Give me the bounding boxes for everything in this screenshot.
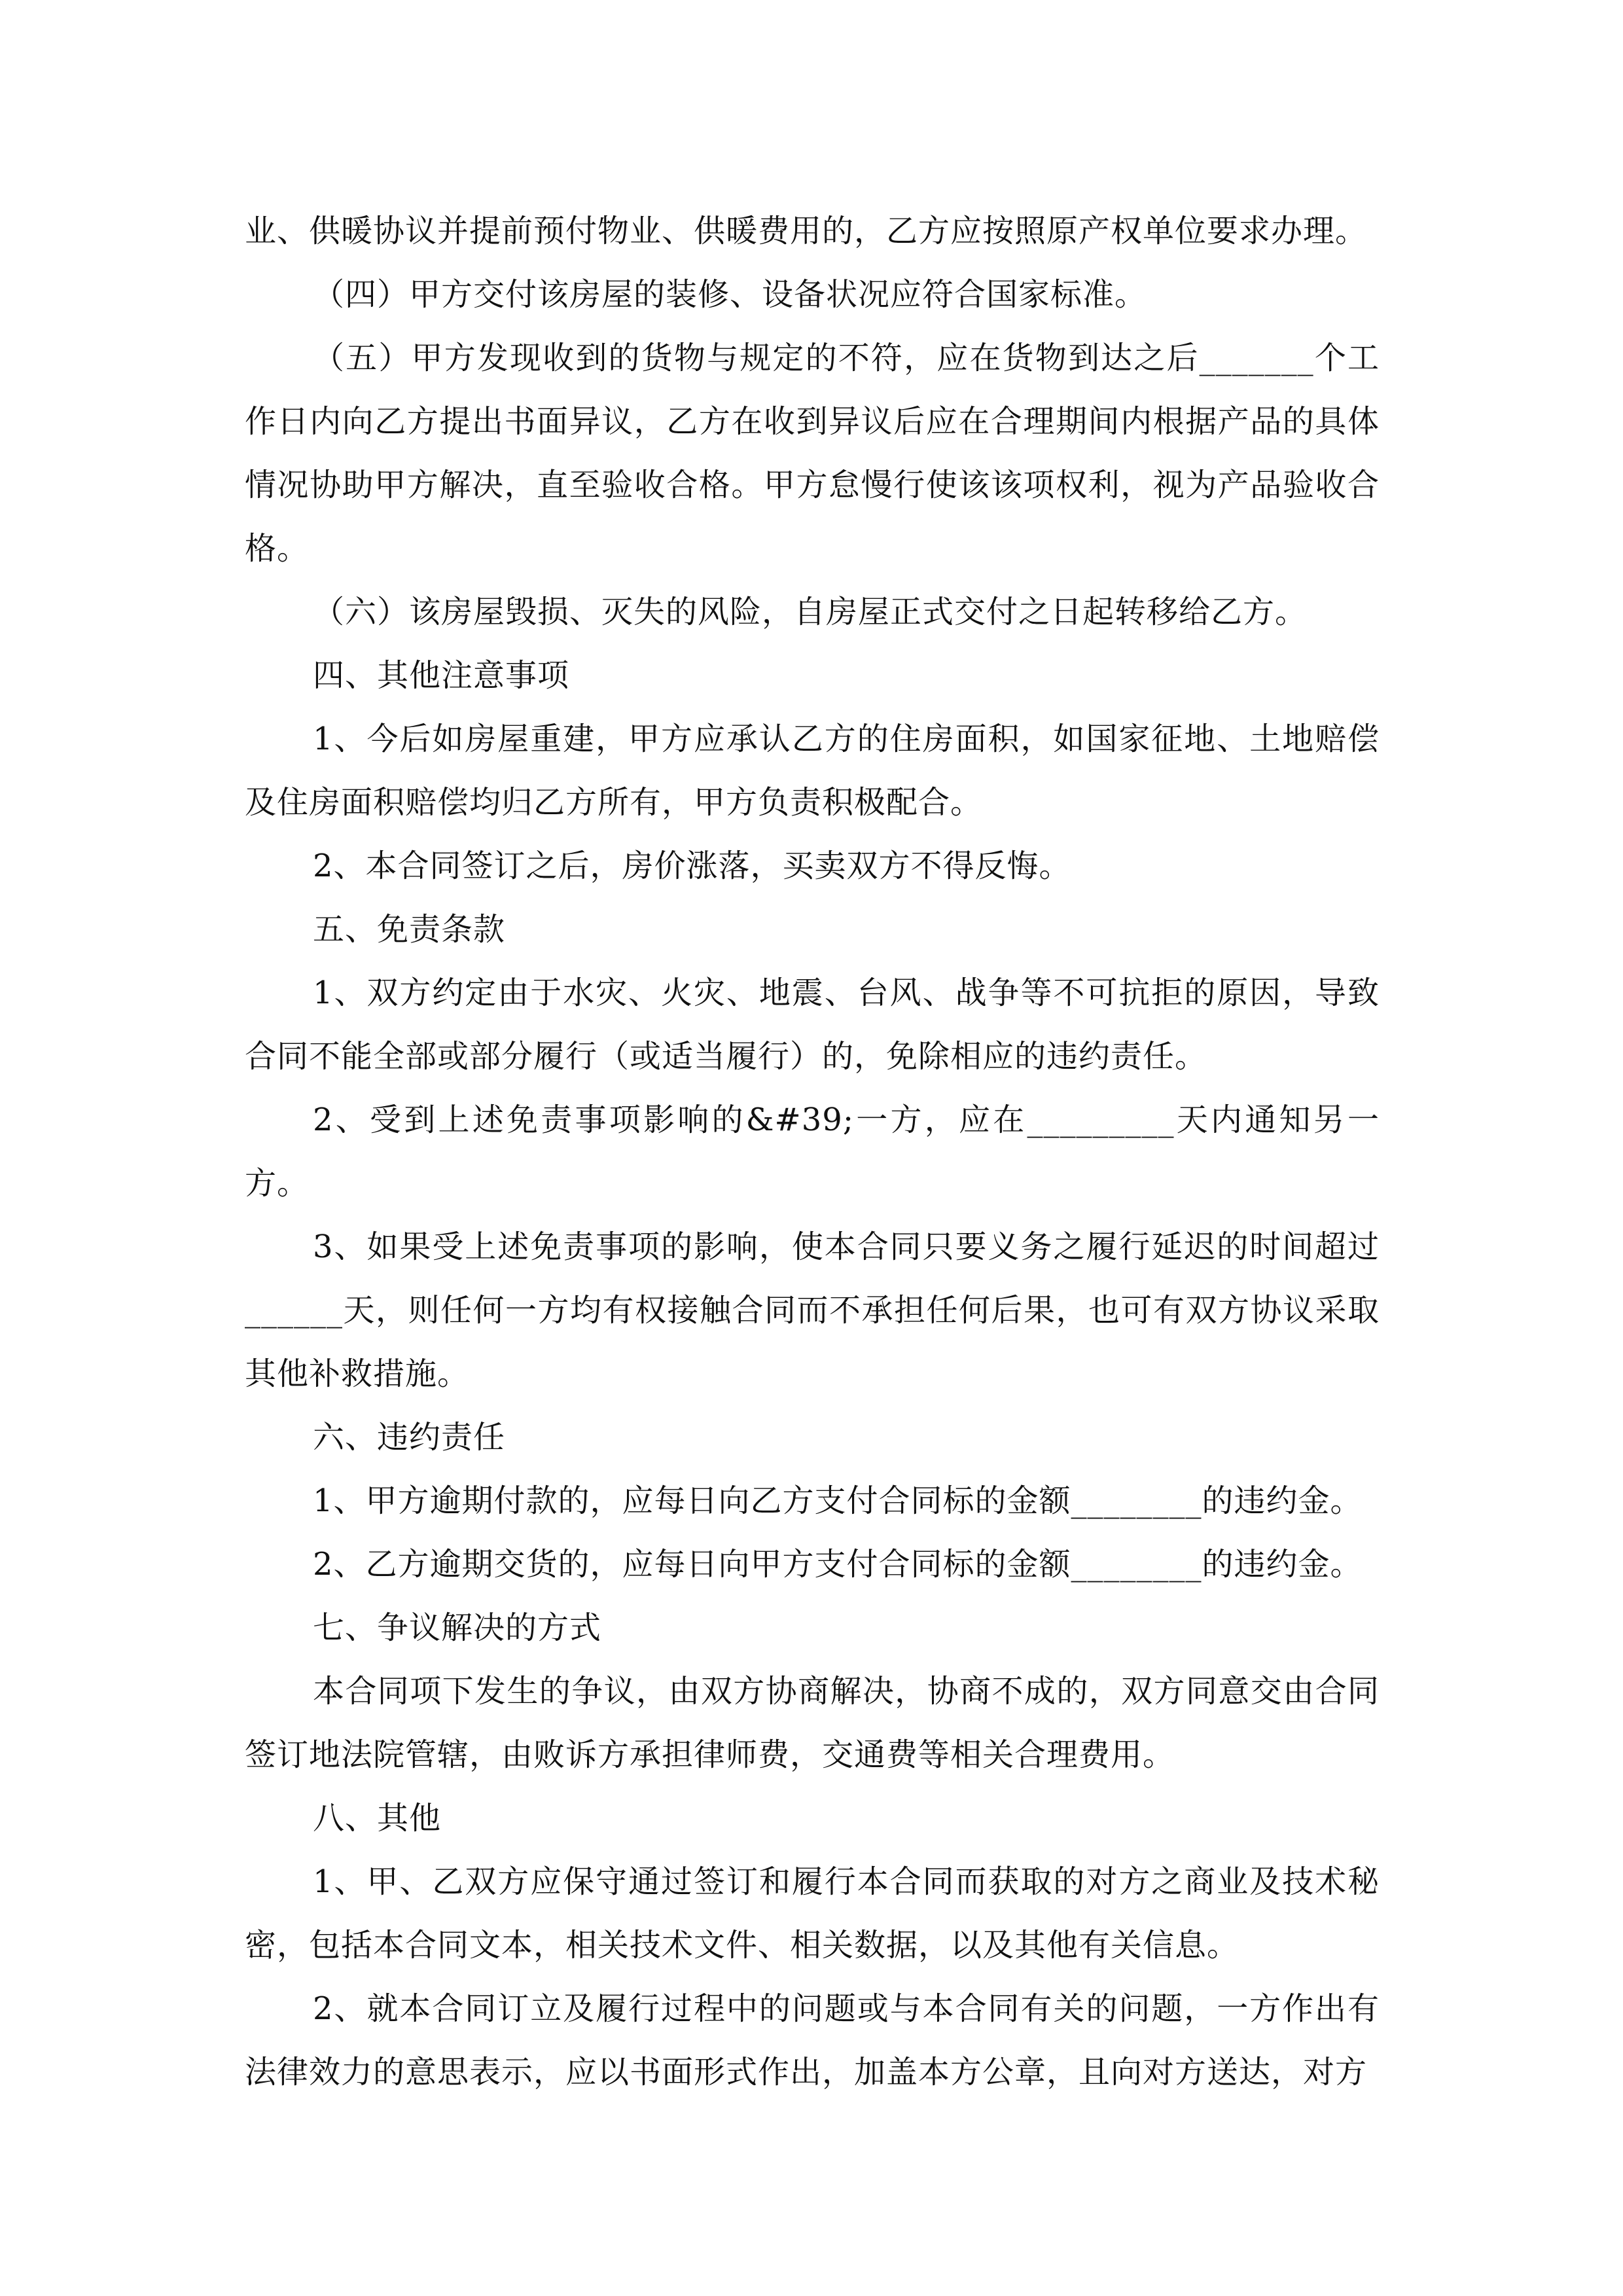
section-heading-6: 六、违约责任 [313, 1419, 506, 1456]
paragraph-section8-item1: 1、甲、乙双方应保守通过签订和履行本合同而获取的对方之商业及技术秘密，包括本合同文本，相关技术文件、相关数据，以及其他有关信息。 [245, 1863, 1380, 1964]
section-heading-8: 八、其他 [313, 1800, 442, 1837]
paragraph-section6-item2: 2、乙方逾期交货的，应每日向甲方支付合同标的金额________的违约金。 [313, 1546, 1363, 1583]
document-body [245, 200, 1380, 2104]
paragraph-section8-item2: 2、就本合同订立及履行过程中的问题或与本合同有关的问题，一方作出有法律效力的意思表示，应以书面形式作出，加盖本方公章，且向对方送达，对方 [245, 1990, 1380, 2090]
paragraph-clause-4: （四）甲方交付该房屋的装修、设备状况应符合国家标准。 [313, 276, 1147, 313]
paragraph-clause-5: （五）甲方发现收到的货物与规定的不符，应在货物到达之后_______个工作日内向乙方提出书面异议，乙方在收到异议后应在合理期间内根据产品的具体情况协助甲方解决，直至验收合格。甲方怠慢行使该该项权利，视为产品验收合格。 [245, 340, 1380, 567]
paragraph-section6-item1: 1、甲方逾期付款的，应每日向乙方支付合同标的金额________的违约金。 [313, 1482, 1363, 1519]
paragraph-section5-item1: 1、双方约定由于水灾、火灾、地震、台风、战争等不可抗拒的原因，导致合同不能全部或部分履行（或适当履行）的，免除相应的违约责任。 [245, 975, 1380, 1075]
paragraph-clause-6: （六）该房屋毁损、灭失的风险，自房屋正式交付之日起转移给乙方。 [313, 594, 1308, 630]
paragraph-section5-item2: 2、受到上述免责事项影响的&#39;一方，应在_________天内通知另一方。 [245, 1102, 1380, 1202]
paragraph-section4-item1: 1、今后如房屋重建，甲方应承认乙方的住房面积，如国家征地、土地赔偿及住房面积赔偿均归乙方所有，甲方负责积极配合。 [245, 721, 1380, 821]
paragraph-section7-body: 本合同项下发生的争议，由双方协商解决，协商不成的，双方同意交由合同签订地法院管辖，由败诉方承担律师费，交通费等相关合理费用。 [245, 1673, 1380, 1773]
section-heading-7: 七、争议解决的方式 [313, 1609, 602, 1646]
paragraph-section5-item3: 3、如果受上述免责事项的影响，使本合同只要义务之履行延迟的时间超过______天，则任何一方均有权接触合同而不承担任何后果，也可有双方协议采取其他补救措施。 [245, 1229, 1380, 1392]
section-heading-4: 四、其他注意事项 [313, 657, 570, 694]
paragraph-continuation: 业、供暖协议并提前预付物业、供暖费用的，乙方应按照原产权单位要求办理。 [245, 213, 1368, 249]
section-heading-5: 五、免责条款 [313, 911, 506, 948]
paragraph-section4-item2: 2、本合同签订之后，房价涨落，买卖双方不得反悔。 [313, 848, 1071, 884]
